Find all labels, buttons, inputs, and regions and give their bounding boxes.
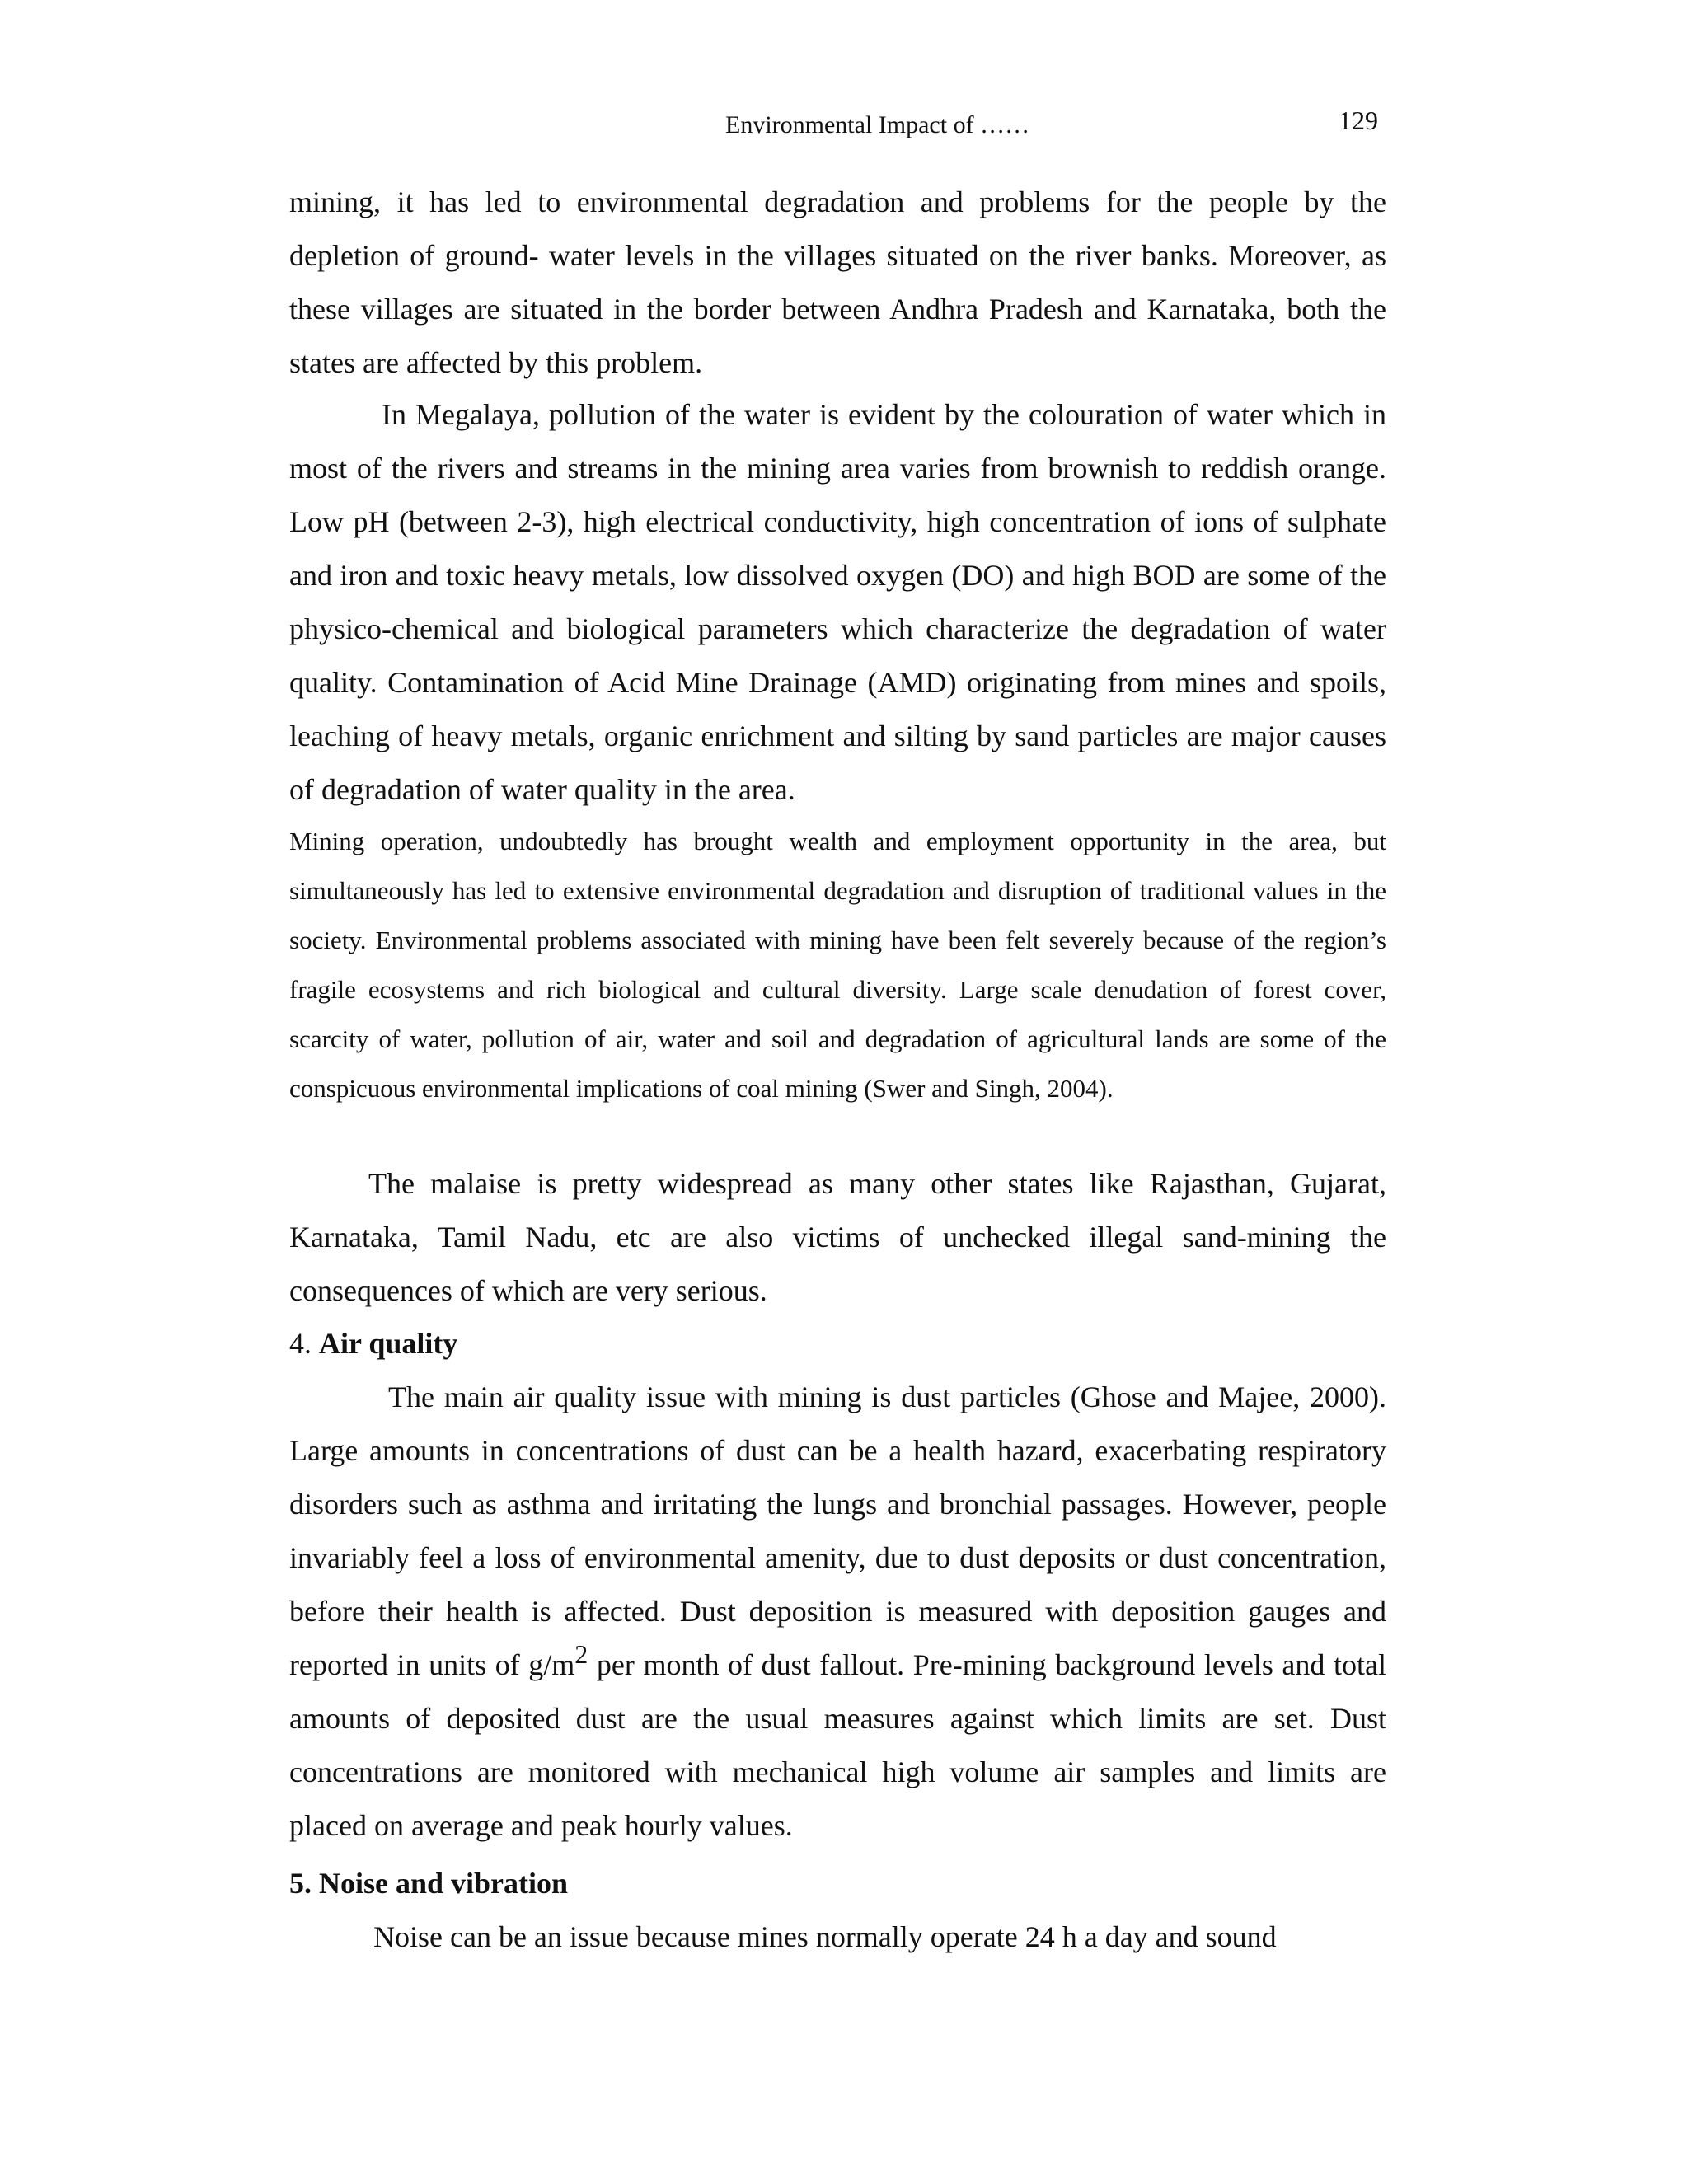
section-heading-air-quality: [289, 1317, 457, 1371]
paragraph-noise: Noise can be an issue because mines normally operate 24 h a day and sound: [373, 1920, 1277, 1953]
section-heading-noise-vibration: [289, 1857, 568, 1910]
page-number: 129: [1339, 105, 1378, 135]
running-header: Environmental Impact of ……: [725, 111, 1030, 138]
paragraph-megalaya-environmental-impact: Mining operation, undoubtedly has brought wealth and employment opportunity in the area, but simultaneously has led to extensive environmental degradation and disruption of traditional values in the society. Environmental problems associated with mining have been felt severely because of the region’s fragile ecosystems and rich biological and cultural diversity. Large scale denudation of forest cover, scarcity of water, pollution of air, water and soil and degradation of agricultural lands are some of the conspicuous environmental implications of coal mining (Swer and Singh, 2004).: [289, 827, 1386, 1103]
section-number: 4.: [289, 1327, 312, 1360]
unit-superscript: 2: [574, 1639, 588, 1669]
section-title: 5. Noise and vibration: [289, 1867, 569, 1900]
paragraph-megalaya: [289, 388, 1386, 1113]
paragraph-mining-groundwater: mining, it has led to environmental degradation and problems for the people by the depletion of ground- water levels in the villages situated on the river banks. Moreover, as these villages are situated in the border between Andhra Pradesh and Karnataka, both the states are affected by this problem.: [289, 185, 1386, 379]
paragraph-air-quality: [289, 1371, 1386, 1853]
section-title: Air quality: [319, 1327, 458, 1360]
air-quality-text: The main air quality issue with mining is dust particles (Ghose and Majee, 2000). Large amounts in concentrations of dust can be a health hazard, exacerbating respiratory disorders such as asthma and irritating the lungs and bronchial passages. However, people invariably feel a loss of environmental amenity, due to dust deposits or dust concentration, before their health is affected. Dust deposition is measured with deposition gauges and reported in units of g/m: [289, 1380, 1386, 1681]
paragraph-megalaya-water-quality: In Megalaya, pollution of the water is evident by the colouration of water which in most of the rivers and streams in the mining area varies from brownish to reddish orange. Low pH (between 2-3), high electrical conductivity, high concentration of ions of sulphate and iron and toxic heavy metals, low dissolved oxygen (DO) and high BOD are some of the physico-chemical and biological parameters which characterize the degradation of water quality. Contamination of Acid Mine Drainage (AMD) originating from mines and spoils, leaching of heavy metals, organic enrichment and silting by sand particles are major causes of degradation of water quality in the area.: [289, 398, 1386, 806]
paragraph-malaise: The malaise is pretty widespread as many other states like Rajasthan, Gujarat, Karnataka, Tamil Nadu, etc are also victims of unchecked illegal sand-mining the consequences of which are very serious.: [289, 1167, 1386, 1307]
air-quality-text-continued: per month of dust fallout. Pre-mining background levels and total amounts of deposited dust are the usual measures against which limits are set. Dust concentrations are monitored with mechanical high volume air samples and limits are placed on average and peak hourly values.: [289, 1648, 1386, 1842]
